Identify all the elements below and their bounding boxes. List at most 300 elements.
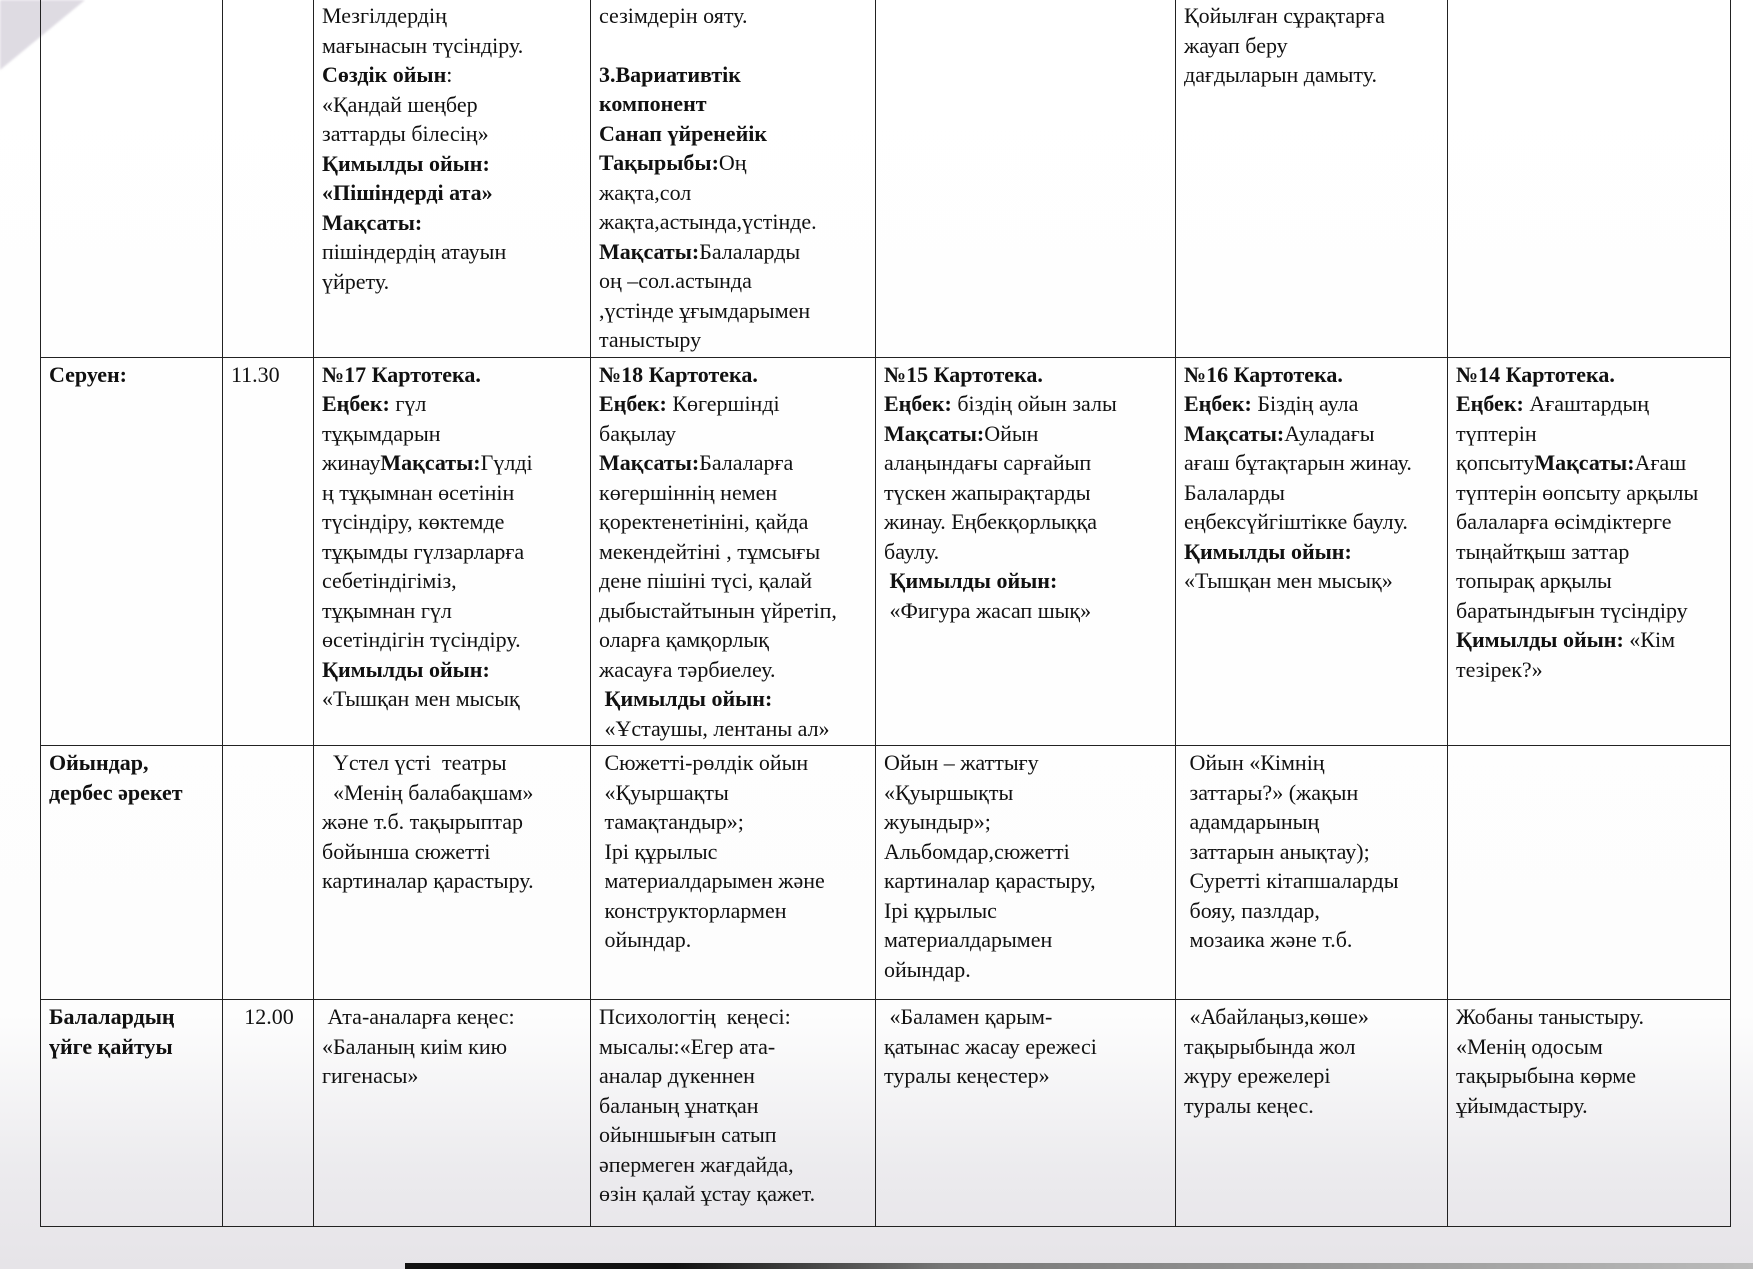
bold-label: Еңбек: — [1456, 391, 1524, 416]
text: Жобаны таныстыру. — [1456, 1004, 1644, 1029]
text: тезірек?» — [1456, 656, 1543, 682]
text: баулу. — [884, 538, 940, 564]
text: әпермеген жағдайда, — [599, 1151, 794, 1177]
text-line — [1184, 837, 1441, 867]
text: Ойын – жаттығу — [884, 750, 1039, 775]
text-line — [884, 955, 1169, 985]
text-line — [884, 748, 1169, 778]
text-line — [599, 89, 869, 119]
text-line — [322, 478, 584, 508]
text-line — [884, 1061, 1169, 1091]
text-line — [599, 748, 869, 778]
text-line — [1456, 1091, 1724, 1121]
text: Ауладағы — [1284, 420, 1375, 446]
text: қопсыту — [1456, 450, 1535, 475]
text-line — [1184, 507, 1441, 537]
text-line — [884, 837, 1169, 867]
text: таныстыру — [599, 327, 702, 352]
text: : — [446, 62, 453, 87]
text: жақта,сол — [599, 179, 692, 205]
text-line — [599, 119, 869, 149]
text: материалдарымен — [884, 927, 1053, 952]
text-line — [599, 360, 869, 390]
text: Мезгілдердің — [322, 3, 447, 28]
text: гигенасы» — [322, 1063, 419, 1088]
text: «Кім — [1623, 627, 1676, 652]
text-line — [599, 807, 869, 837]
text-line — [599, 419, 869, 449]
text: жасауға тәрбиелеу. — [599, 656, 776, 682]
text-line — [322, 1, 584, 31]
text-line — [1456, 507, 1724, 537]
text-line — [884, 389, 1169, 419]
text-line — [1456, 596, 1724, 626]
text: еңбексүйгіштікке баулу. — [1184, 509, 1408, 534]
text-line — [1184, 566, 1441, 596]
day-cell — [1176, 1000, 1448, 1227]
text: себетіндігіміз, — [322, 568, 457, 593]
text: ойыншығын сатып — [599, 1122, 777, 1147]
day-cell — [314, 746, 591, 1000]
text: конструкторлармен — [599, 897, 787, 923]
text: түсіндіру, көктемде — [322, 509, 505, 534]
text-line — [322, 625, 584, 655]
text-line — [599, 389, 869, 419]
text: жүру ережелері — [1184, 1063, 1331, 1088]
bold-label: Қимылды ойын: — [1456, 627, 1624, 652]
row-label-line: Балалардың — [49, 1004, 175, 1029]
text-line — [322, 419, 584, 449]
text: өсетіндігін түсіндіру. — [322, 627, 521, 652]
text: Ата-аналарға кеңес: — [322, 1004, 515, 1029]
text: тақырыбында жол — [1184, 1033, 1356, 1059]
text-line — [1184, 60, 1441, 90]
text-line — [884, 866, 1169, 896]
text: «Ұстаушы, лентаны ал» — [599, 715, 830, 741]
row-time: 12.00 — [244, 1004, 294, 1029]
text-line — [1456, 478, 1724, 508]
text-line — [884, 896, 1169, 926]
text: үйрету. — [322, 268, 390, 294]
text-line — [599, 60, 869, 90]
text: материалдарымен және — [599, 868, 825, 893]
text-line — [599, 566, 869, 596]
text: пішіндердің атауын — [322, 239, 507, 264]
text-line — [1184, 866, 1441, 896]
text: жинау — [322, 450, 381, 475]
text-line — [1456, 448, 1724, 478]
text-line — [1184, 31, 1441, 61]
text: және т.б. тақырыптар — [322, 809, 523, 834]
text-line — [322, 60, 584, 90]
text-line — [322, 208, 584, 238]
text: Альбомдар,сюжетті — [884, 838, 1070, 864]
text: Сюжетті-рөлдік ойын — [599, 750, 809, 775]
text-line — [1184, 896, 1441, 926]
day-cell — [1176, 357, 1448, 746]
text: Ірі құрылыс — [884, 897, 997, 923]
text: түптерін өопсыту арқылы — [1456, 479, 1699, 505]
text: жақта,астында,үстінде. — [599, 209, 817, 234]
text-line — [599, 714, 869, 744]
bold-label: Қимылды ойын: — [599, 686, 773, 711]
daily-plan-table — [40, 0, 1731, 1227]
text-line — [599, 1032, 869, 1062]
bold-label: №18 Картотека. — [599, 361, 758, 387]
time-cell — [223, 1000, 314, 1227]
text-line — [322, 866, 584, 896]
text: тұқымдарын — [322, 420, 441, 446]
text-line — [599, 778, 869, 808]
text-line — [599, 448, 869, 478]
bold-label: Еңбек: — [599, 391, 667, 416]
text-line — [1184, 925, 1441, 955]
text-line — [1456, 537, 1724, 567]
text-line — [599, 1120, 869, 1150]
day-cell — [876, 1000, 1176, 1227]
table-row — [41, 746, 1731, 1000]
text: «Баламен қарым- — [884, 1004, 1053, 1029]
text: заттарды білесің» — [322, 121, 489, 146]
text: Суретті кітапшаларды — [1184, 868, 1399, 893]
text: картиналар қарастыру. — [322, 868, 534, 893]
bold-label: №16 Картотека. — [1184, 361, 1343, 387]
text: Балаларды — [699, 238, 801, 264]
bold-label: Еңбек: — [322, 391, 390, 416]
text: Психологтің кеңесі: — [599, 1004, 791, 1029]
text: бойынша сюжетті — [322, 838, 491, 864]
text: бояу, пазлдар, — [1184, 897, 1320, 923]
bold-label: Санап үйренейік — [599, 120, 768, 146]
text-line — [599, 866, 869, 896]
text: Үстел үсті театры — [322, 750, 507, 775]
text-line — [1184, 537, 1441, 567]
text-line — [599, 896, 869, 926]
text: ойындар. — [599, 927, 692, 952]
text: ұйымдастыру. — [1456, 1092, 1588, 1118]
text-line — [322, 837, 584, 867]
row-label-cell — [41, 746, 223, 1000]
bold-label: Тақырыбы: — [599, 150, 719, 175]
text-line — [322, 237, 584, 267]
bold-label: Мақсаты: — [1184, 420, 1285, 446]
blank-line — [599, 31, 869, 60]
table-row — [41, 1000, 1731, 1227]
day-cell — [876, 0, 1176, 357]
day-cell — [591, 357, 876, 746]
text-line — [322, 90, 584, 120]
bold-label: №14 Картотека. — [1456, 361, 1615, 387]
text-line — [599, 837, 869, 867]
text-line — [1184, 1091, 1441, 1121]
text-line — [1456, 360, 1724, 390]
text-line — [322, 119, 584, 149]
text-line — [322, 360, 584, 390]
text: «Қандай шеңбер — [322, 91, 478, 117]
day-cell — [1448, 746, 1731, 1000]
text-line — [1456, 566, 1724, 596]
row-label-cell — [41, 357, 223, 746]
text-line — [884, 448, 1169, 478]
text-line — [322, 31, 584, 61]
bold-label: 3.Вариативтік — [599, 61, 741, 87]
day-cell — [1448, 0, 1731, 357]
text: Ағаш — [1634, 450, 1687, 475]
text-line — [322, 748, 584, 778]
text-line — [322, 267, 584, 297]
time-cell — [223, 357, 314, 746]
text: жинау. Еңбекқорлыққа — [884, 509, 1098, 534]
text-line — [884, 419, 1169, 449]
text: «Тышқан мен мысық» — [1184, 568, 1393, 593]
day-cell — [314, 357, 591, 746]
day-cell — [1176, 746, 1448, 1000]
text: түскен жапырақтарды — [884, 479, 1091, 505]
text: тақырыбына көрме — [1456, 1063, 1636, 1088]
row-label-line: дербес әрекет — [49, 779, 183, 805]
text: тұқымды гүлзарларға — [322, 538, 525, 564]
text-line — [884, 566, 1169, 596]
row-time: 11.30 — [231, 361, 280, 387]
text-line — [322, 389, 584, 419]
text-line — [1184, 448, 1441, 478]
day-cell — [591, 1000, 876, 1227]
text-line — [599, 1179, 869, 1209]
text-line — [884, 537, 1169, 567]
bold-label: Қимылды ойын: — [322, 150, 490, 176]
text: ,үстінде ұғымдарымен — [599, 297, 811, 323]
text-line — [322, 448, 584, 478]
text-line — [322, 507, 584, 537]
day-cell — [1448, 1000, 1731, 1227]
text-line — [1184, 1, 1441, 31]
bold-label: №15 Картотека. — [884, 361, 1043, 387]
text-line — [1456, 1002, 1724, 1032]
text-line — [322, 778, 584, 808]
text: сезімдерін ояту. — [599, 3, 748, 28]
text-line — [599, 237, 869, 267]
text-line — [1456, 419, 1724, 449]
text-line — [884, 360, 1169, 390]
text: оң –сол.астында — [599, 268, 752, 293]
bold-label: Сөздік ойын — [322, 62, 447, 87]
text-line — [599, 1091, 869, 1121]
row-label-cell — [41, 1000, 223, 1227]
text-line — [322, 655, 584, 685]
bold-label: Мақсаты: — [380, 450, 481, 475]
text-line — [322, 537, 584, 567]
text-line — [599, 655, 869, 685]
text-line — [599, 1002, 869, 1032]
text-line — [599, 478, 869, 508]
text-line — [1184, 807, 1441, 837]
bold-label: Қимылды ойын: — [322, 656, 490, 682]
text: мозаика және т.б. — [1184, 927, 1353, 952]
text-line — [1184, 478, 1441, 508]
row-label-cell — [41, 0, 223, 357]
time-cell — [223, 0, 314, 357]
text-line — [1184, 419, 1441, 449]
text-line — [599, 1061, 869, 1091]
text: туралы кеңестер» — [884, 1063, 1050, 1088]
text: жуындыр»; — [884, 809, 991, 834]
bold-label: Еңбек: — [1184, 391, 1252, 416]
text: «Баланың киім кию — [322, 1033, 508, 1059]
text-line — [599, 325, 869, 355]
bold-label: Мақсаты: — [884, 420, 985, 446]
text-line — [599, 537, 869, 567]
text: ағаш бұтақтарын жинау. — [1184, 450, 1412, 475]
text: туралы кеңес. — [1184, 1092, 1314, 1118]
text: адамдарының — [1184, 809, 1320, 834]
text-line — [322, 1002, 584, 1032]
text: Ойын «Кімнің — [1184, 750, 1325, 775]
text-line — [1184, 778, 1441, 808]
text: мекендейтіні , тұмсығы — [599, 538, 821, 564]
text: Балаларды — [1184, 479, 1285, 505]
text-line — [599, 296, 869, 326]
day-cell — [1448, 357, 1731, 746]
day-cell — [876, 746, 1176, 1000]
text-line — [322, 807, 584, 837]
text: ң тұқымнан өсетінін — [322, 479, 515, 505]
text: баратындығын түсіндіру — [1456, 597, 1688, 623]
text: түптерін — [1456, 420, 1537, 446]
text: Ойын — [984, 420, 1039, 446]
text: жауап беру — [1184, 32, 1288, 58]
text: қоректенетініні, қайда — [599, 509, 809, 534]
text-line — [322, 1032, 584, 1062]
row-label-line: үйге қайтуы — [49, 1033, 173, 1059]
text-line — [322, 149, 584, 179]
text-line — [322, 684, 584, 714]
text: қатынас жасау ережесі — [884, 1033, 1097, 1059]
bold-label: Мақсаты: — [599, 450, 700, 475]
text-line — [1184, 748, 1441, 778]
text: «Абайлаңыз,көше» — [1184, 1004, 1369, 1029]
bold-label: Мақсаты: — [599, 238, 700, 264]
text-line — [599, 596, 869, 626]
text: «Менің одосым — [1456, 1033, 1603, 1059]
text: Оң — [718, 150, 747, 175]
text: бақылау — [599, 420, 677, 446]
text: тыңайтқыш заттар — [1456, 538, 1630, 564]
text-line — [599, 178, 869, 208]
text-line — [884, 507, 1169, 537]
text: Қойылған сұрақтарға — [1184, 3, 1385, 28]
text: мағынасын түсіндіру. — [322, 32, 524, 58]
day-cell — [314, 0, 591, 357]
text-line — [884, 478, 1169, 508]
day-cell — [314, 1000, 591, 1227]
row-label-line: Ойындар, — [49, 750, 149, 775]
bold-label: Мақсаты: — [1534, 450, 1635, 475]
text: тұқымнан гүл — [322, 597, 452, 623]
text-line — [599, 625, 869, 655]
text: «Тышқан мен мысық — [322, 686, 520, 711]
bold-label: компонент — [599, 91, 707, 116]
bold-label: Мақсаты: — [322, 209, 423, 235]
text-line — [599, 266, 869, 296]
text: алаңындағы сарғайып — [884, 450, 1092, 475]
day-cell — [591, 746, 876, 1000]
text: «Қуыршақты — [599, 779, 729, 805]
text-line — [322, 596, 584, 626]
text: Гүлді — [480, 450, 533, 475]
table-row — [41, 0, 1731, 357]
text-line — [322, 1061, 584, 1091]
day-cell — [1176, 0, 1448, 357]
text: дағдыларын дамыту. — [1184, 62, 1378, 87]
text: аналар дүкеннен — [599, 1063, 755, 1088]
text-line — [1184, 1032, 1441, 1062]
bold-label: Еңбек: — [884, 391, 952, 416]
text: гүл — [389, 391, 427, 416]
text-line — [322, 178, 584, 208]
text-line — [884, 1032, 1169, 1062]
text: біздің ойын залы — [951, 391, 1117, 416]
text-line — [322, 566, 584, 596]
text: мысалы:«Егер ата- — [599, 1033, 776, 1059]
text-line — [599, 1, 869, 31]
time-cell — [223, 746, 314, 1000]
text-line — [884, 596, 1169, 626]
bold-label: «Пішіндерді ата» — [322, 180, 493, 205]
text-line — [884, 807, 1169, 837]
text: Балаларға — [699, 450, 794, 475]
text: тамақтандыр»; — [599, 809, 744, 834]
text: ойындар. — [884, 956, 971, 982]
text-line — [1456, 1061, 1724, 1091]
text: баланың ұнатқан — [599, 1092, 759, 1118]
text: Ірі құрылыс — [599, 838, 718, 864]
text-line — [599, 148, 869, 178]
bold-label: Қимылды ойын: — [884, 568, 1058, 593]
text-line — [599, 684, 869, 714]
text-line — [884, 1002, 1169, 1032]
scan-edge-shadow — [405, 1263, 1753, 1269]
table-row — [41, 357, 1731, 746]
row-label: Серуен: — [49, 361, 127, 387]
text: топырақ арқылы — [1456, 568, 1612, 593]
day-cell — [591, 0, 876, 357]
text: балаларға өсімдіктерге — [1456, 509, 1672, 534]
text: Көгершінді — [666, 391, 780, 416]
text-line — [1184, 1061, 1441, 1091]
text-line — [599, 925, 869, 955]
text: «Фигура жасап шық» — [884, 597, 1092, 623]
text-line — [1456, 625, 1724, 655]
text: өзін қалай ұстау қажет. — [599, 1181, 816, 1206]
text-line — [599, 1150, 869, 1180]
text-line — [1456, 1032, 1724, 1062]
text-line — [884, 925, 1169, 955]
text: «Қуыршықты — [884, 779, 1014, 805]
text: оларға қамқорлық — [599, 627, 769, 652]
text: заттары?» (жақын — [1184, 779, 1359, 805]
text-line — [1456, 389, 1724, 419]
text: дене пішіні түсі, қалай — [599, 568, 812, 593]
day-cell — [876, 357, 1176, 746]
text: көгершіннің немен — [599, 479, 778, 505]
text-line — [1184, 360, 1441, 390]
text: заттарын анықтау); — [1184, 838, 1370, 864]
text: Ағаштардың — [1523, 391, 1650, 416]
text: «Менің балабақшам» — [322, 779, 534, 805]
text-line — [1184, 389, 1441, 419]
text: картиналар қарастыру, — [884, 868, 1096, 893]
text-line — [599, 507, 869, 537]
